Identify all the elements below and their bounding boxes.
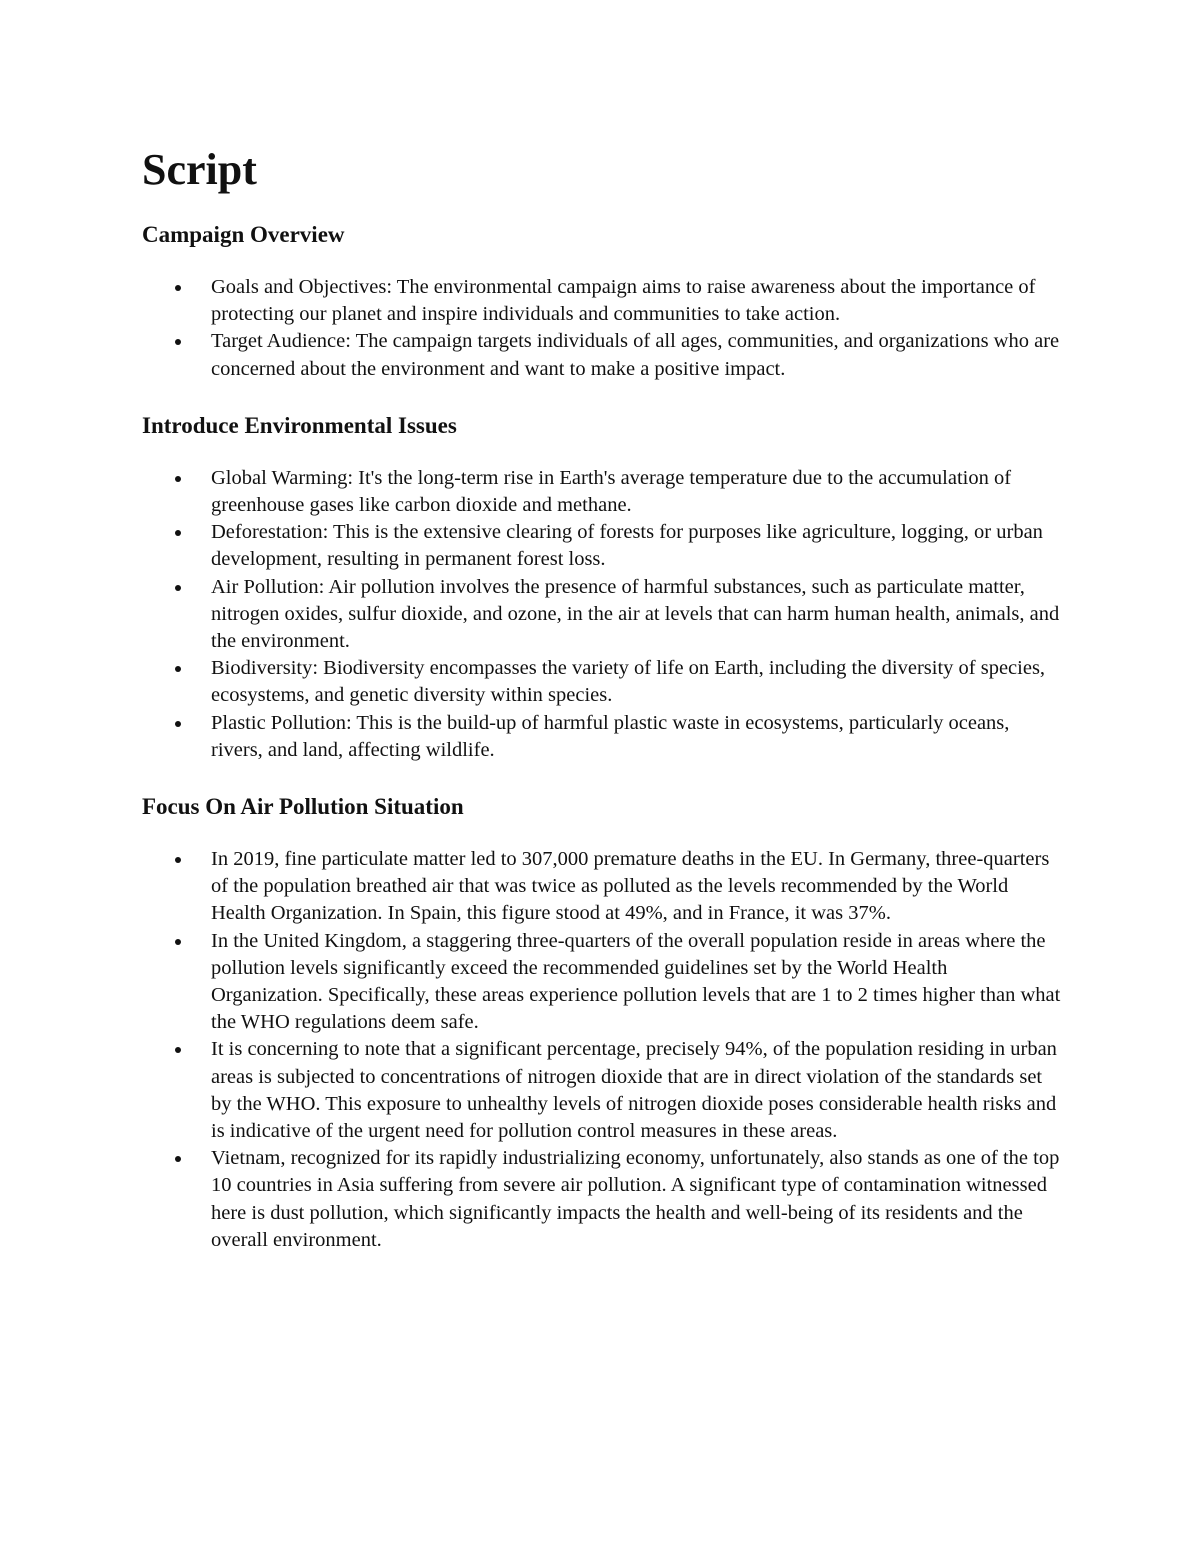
list-item-text: Target Audience: The campaign targets individuals of all ages, communities, and organizations who are concerned about the environment and want to make a positive impact.	[211, 330, 1060, 380]
bullet-list	[142, 846, 1062, 1254]
list-item-text: Global Warming: It's the long-term rise in Earth's average temperature due to the accumulation of greenhouse gases like carbon dioxide and methane.	[211, 466, 1012, 517]
bullet-icon	[175, 666, 181, 672]
bullet-list	[142, 465, 1062, 764]
list-item	[142, 655, 1062, 709]
bullet-icon	[175, 285, 181, 291]
list-item	[142, 328, 1062, 382]
list-item	[142, 1145, 1062, 1254]
list-item-text: Biodiversity: Biodiversity encompasses the variety of life on Earth, including the diversity of species, ecosystems, and genetic diversity within species.	[211, 657, 1046, 707]
list-item-text: Goals and Objectives: The environmental campaign aims to raise awareness about the importance of protecting our planet and inspire individuals and communities to take action.	[211, 276, 1036, 326]
list-item	[142, 710, 1062, 764]
bullet-icon	[175, 1156, 181, 1162]
list-item	[142, 574, 1062, 656]
bullet-icon	[175, 585, 181, 591]
list-item-text: In the United Kingdom, a staggering three-quarters of the overall population reside in areas where the pollution levels significantly exceed the recommended guidelines set by the World Health Organization. Specifically, these areas experience pollution levels that are 1 to 2 times higher than what the WHO regulations deem safe.	[211, 929, 1061, 1034]
document-title: Script	[142, 145, 257, 194]
bullet-icon	[175, 339, 181, 345]
bullet-icon	[175, 1047, 181, 1053]
list-item	[142, 1036, 1062, 1145]
bullet-icon	[175, 530, 181, 536]
list-item-text: Air Pollution: Air pollution involves the presence of harmful substances, such as particulate matter, nitrogen oxides, sulfur dioxide, and ozone, in the air at levels that can harm human health, animals, and the environment.	[211, 575, 1060, 653]
document-page	[142, 142, 1062, 1254]
section-heading: Campaign Overview	[142, 222, 345, 247]
bullet-icon	[175, 939, 181, 945]
section-campaign-overview	[142, 220, 1062, 383]
section-air-pollution	[142, 792, 1062, 1254]
section-heading: Introduce Environmental Issues	[142, 412, 457, 438]
list-item-text: In 2019, fine particulate matter led to 307,000 premature deaths in the EU. In Germany, three-quarters of the population breathed air that was twice as polluted as the levels recommended by the World Health Organization. In Spain, this figure stood at 49%, and in France, it was 37%.	[211, 848, 1050, 925]
list-item-text: Deforestation: This is the extensive clearing of forests for purposes like agriculture, logging, or urban development, resulting in permanent forest loss.	[211, 521, 1043, 571]
list-item	[142, 465, 1062, 519]
list-item	[142, 846, 1062, 928]
bullet-icon	[175, 476, 181, 482]
bullet-list	[142, 274, 1062, 383]
list-item	[142, 274, 1062, 328]
list-item	[142, 519, 1062, 573]
bullet-icon	[175, 721, 181, 727]
bullet-icon	[175, 857, 181, 863]
list-item-text: Plastic Pollution: This is the build-up of harmful plastic waste in ecosystems, particularly oceans, rivers, and land, affecting wildlife.	[211, 711, 1010, 761]
list-item-text: It is concerning to note that a significant percentage, precisely 94%, of the population residing in urban areas is subjected to concentrations of nitrogen dioxide that are in direct violation of the standards set by the WHO. This exposure to unhealthy levels of nitrogen dioxide poses considerable health risks and is indicative of the urgent need for pollution control measures in these areas.	[211, 1038, 1057, 1143]
section-heading: Focus On Air Pollution Situation	[142, 794, 464, 820]
list-item-text: Vietnam, recognized for its rapidly industrializing economy, unfortunately, also stands as one of the top 10 countries in Asia suffering from severe air pollution. A significant type of contamination witnessed here is dust pollution, which significantly impacts the health and well-being of its residents and the overall environment.	[211, 1147, 1060, 1251]
list-item	[142, 928, 1062, 1037]
section-environmental-issues	[142, 411, 1062, 764]
